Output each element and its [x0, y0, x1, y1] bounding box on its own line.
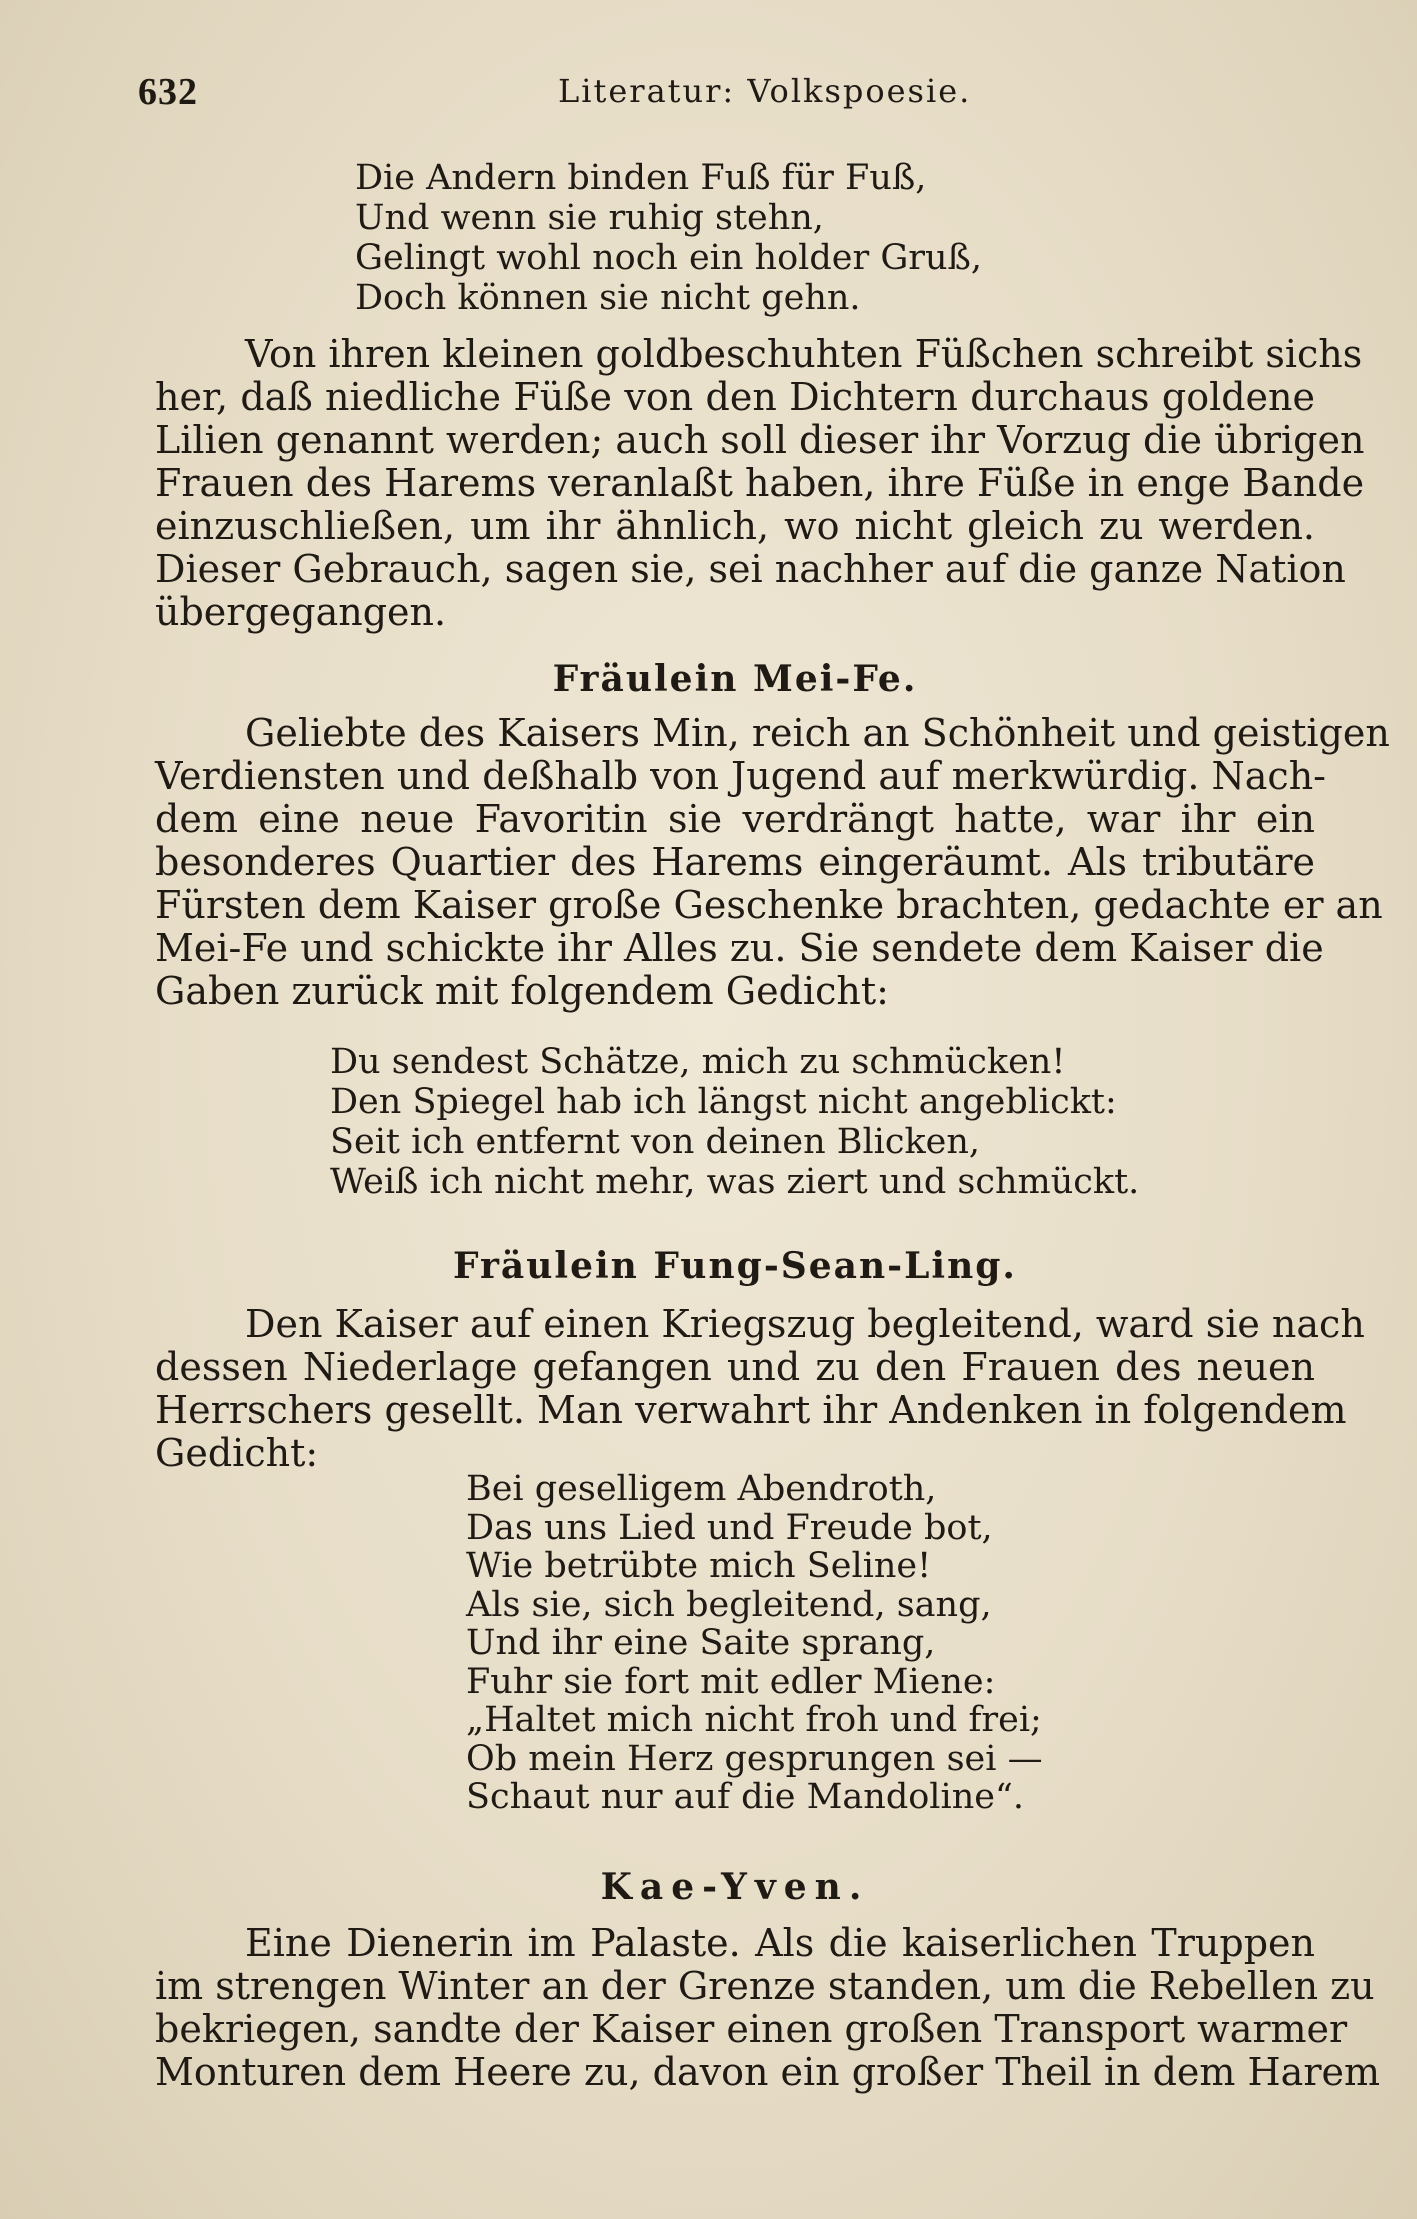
text-line: Mei-Fe und schickte ihr Alles zu. Sie sendete dem Kaiser die	[155, 926, 1324, 970]
verse-line: Wie betrübte mich Seline!	[466, 1546, 932, 1586]
verse-line: Schaut nur auf die Mandoline“.	[466, 1777, 1024, 1817]
text-line: bekriegen, sandte der Kaiser einen großen Transport warmer	[155, 2007, 1348, 2051]
text-line: Fürsten dem Kaiser große Geschenke brachten, gedachte er an	[155, 883, 1383, 927]
verse-line: Den Spiegel hab ich längst nicht angeblickt:	[330, 1082, 1117, 1122]
section-heading-kae-yven: Kae-Yven.	[600, 1866, 870, 1908]
text-line: Verdiensten und deßhalb von Jugend auf merkwürdig. Nach-	[155, 754, 1327, 798]
verse-line: Ob mein Herz gesprungen sei —	[466, 1738, 1043, 1779]
verse-line: Die Andern binden Fuß für Fuß,	[355, 158, 927, 198]
text-line: Monturen dem Heere zu, davon ein großer Theil in dem Harem	[155, 2050, 1380, 2094]
text-line: Den Kaiser auf einen Kriegszug begleitend, ward sie nach	[245, 1302, 1365, 1346]
text-line: Herrschers gesellt. Man verwahrt ihr Andenken in folgendem	[155, 1388, 1347, 1432]
text-line: Gaben zurück mit folgendem Gedicht:	[155, 969, 889, 1013]
paragraph-fung-sean-ling	[155, 1302, 1365, 1475]
verse-line: Gelingt wohl noch ein holder Gruß,	[355, 238, 983, 278]
verse-line: Und ihr eine Saite sprang,	[466, 1623, 936, 1663]
text-line: besonderes Quartier des Harems eingeräumt. Als tributäre	[155, 840, 1315, 884]
text-line: Eine Dienerin im Palaste. Als die kaiserlichen Truppen	[245, 1921, 1315, 1965]
text-line: dessen Niederlage gefangen und zu den Frauen des neuen	[155, 1345, 1315, 1389]
verse-line: „Haltet mich nicht froh und frei;	[466, 1700, 1042, 1740]
text-line: übergegangen.	[155, 590, 447, 634]
page-header	[138, 70, 1338, 120]
text-line: Von ihren kleinen goldbeschuhten Füßchen schreibt sichs	[245, 332, 1363, 376]
text-line: im strengen Winter an der Grenze standen, um die Rebellen zu	[155, 1964, 1375, 2008]
poem-mandoline	[466, 1470, 1043, 1817]
verse-line: Doch können sie nicht gehn.	[355, 278, 861, 318]
paragraph-kae-yven	[155, 1921, 1380, 2094]
verse-line: Weiß ich nicht mehr, was ziert und schmückt.	[330, 1162, 1140, 1202]
text-line: Dieser Gebrauch, sagen sie, sei nachher auf die ganze Nation	[155, 547, 1346, 591]
verse-line: Als sie, sich begleitend, sang,	[466, 1584, 992, 1625]
page-number: 632	[138, 71, 198, 113]
paragraph-mei-fe	[155, 711, 1390, 1013]
text-line: Lilien genannt werden; auch soll dieser ihr Vorzug die übrigen	[155, 418, 1365, 462]
section-heading-fung-sean-ling: Fräulein Fung-Sean-Ling.	[453, 1245, 1017, 1287]
paragraph-golden-lilies	[155, 332, 1365, 634]
text-line: Gedicht:	[155, 1431, 319, 1475]
text-line: Frauen des Harems veranlaßt haben, ihre Füße in enge Bande	[155, 461, 1365, 505]
section-heading-mei-fe: Fräulein Mei-Fe.	[552, 658, 918, 700]
text-line: dem eine neue Favoritin sie verdrängt hatte, war ihr ein	[155, 797, 1315, 841]
verse-line: Das uns Lied und Freude bot,	[466, 1507, 993, 1548]
text-line: Geliebte des Kaisers Min, reich an Schönheit und geistigen	[245, 711, 1390, 755]
verse-line: Fuhr sie fort mit edler Miene:	[466, 1661, 996, 1702]
text-line: einzuschließen, um ihr ähnlich, wo nicht gleich zu werden.	[155, 504, 1315, 548]
poem-mei-fe	[330, 1042, 1139, 1202]
verse-line: Und wenn sie ruhig stehn,	[355, 198, 824, 238]
running-head: Literatur: Volkspoesie.	[558, 72, 972, 110]
verse-line: Seit ich entfernt von deinen Blicken,	[330, 1122, 981, 1162]
verse-line: Bei geselligem Abendroth,	[466, 1469, 937, 1509]
poem-feet	[355, 158, 982, 318]
text-line: her, daß niedliche Füße von den Dichtern durchaus goldene	[155, 375, 1315, 419]
verse-line: Du sendest Schätze, mich zu schmücken!	[330, 1042, 1066, 1082]
